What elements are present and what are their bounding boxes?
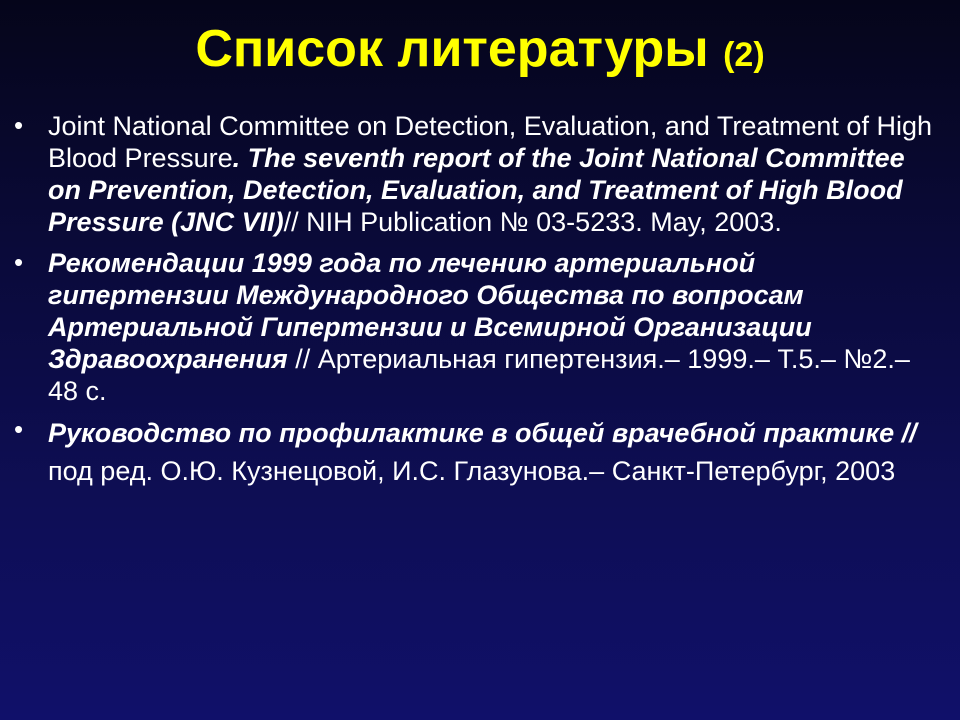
slide-title-text: Список литературы bbox=[195, 20, 709, 78]
reference-list bbox=[14, 110, 934, 499]
reference-item-who-guidelines bbox=[14, 247, 934, 407]
reference-title-emphasis: Руководство по профилактике в общей врачебной практике // bbox=[48, 418, 917, 448]
reference-item-jnc7 bbox=[14, 110, 934, 238]
slide-number: (2) bbox=[723, 36, 765, 74]
reference-plain-text: Joint National Committee on Detection, Evaluation, and Treatment of High Blood Pressure bbox=[48, 111, 932, 173]
reference-title-emphasis: . The seventh report of the Joint National Committee on Prevention, Detection, Evaluation, and Treatment of High Blood Pressure (JNC VII) bbox=[48, 143, 905, 237]
bullet-icon: • bbox=[14, 414, 24, 444]
reference-title-emphasis: Рекомендации 1999 года по лечению артериальной гипертензии Международного Общества по вопросам Артериальной Гипертензии и Всемирной Организации Здравоохранения bbox=[48, 248, 812, 374]
slide-title bbox=[0, 18, 960, 86]
bullet-icon: • bbox=[14, 247, 24, 277]
bullet-icon: • bbox=[14, 110, 24, 140]
reference-source: под ред. О.Ю. Кузнецовой, И.С. Глазунова.– Санкт-Петербург, 2003 bbox=[48, 456, 896, 486]
reference-item-prevention-guide bbox=[14, 414, 934, 490]
reference-source: // NIH Publication № 03-5233. May, 2003. bbox=[283, 207, 782, 237]
reference-source: // Артериальная гипертензия.– 1999.– Т.5.– №2.– 48 с. bbox=[48, 344, 910, 406]
